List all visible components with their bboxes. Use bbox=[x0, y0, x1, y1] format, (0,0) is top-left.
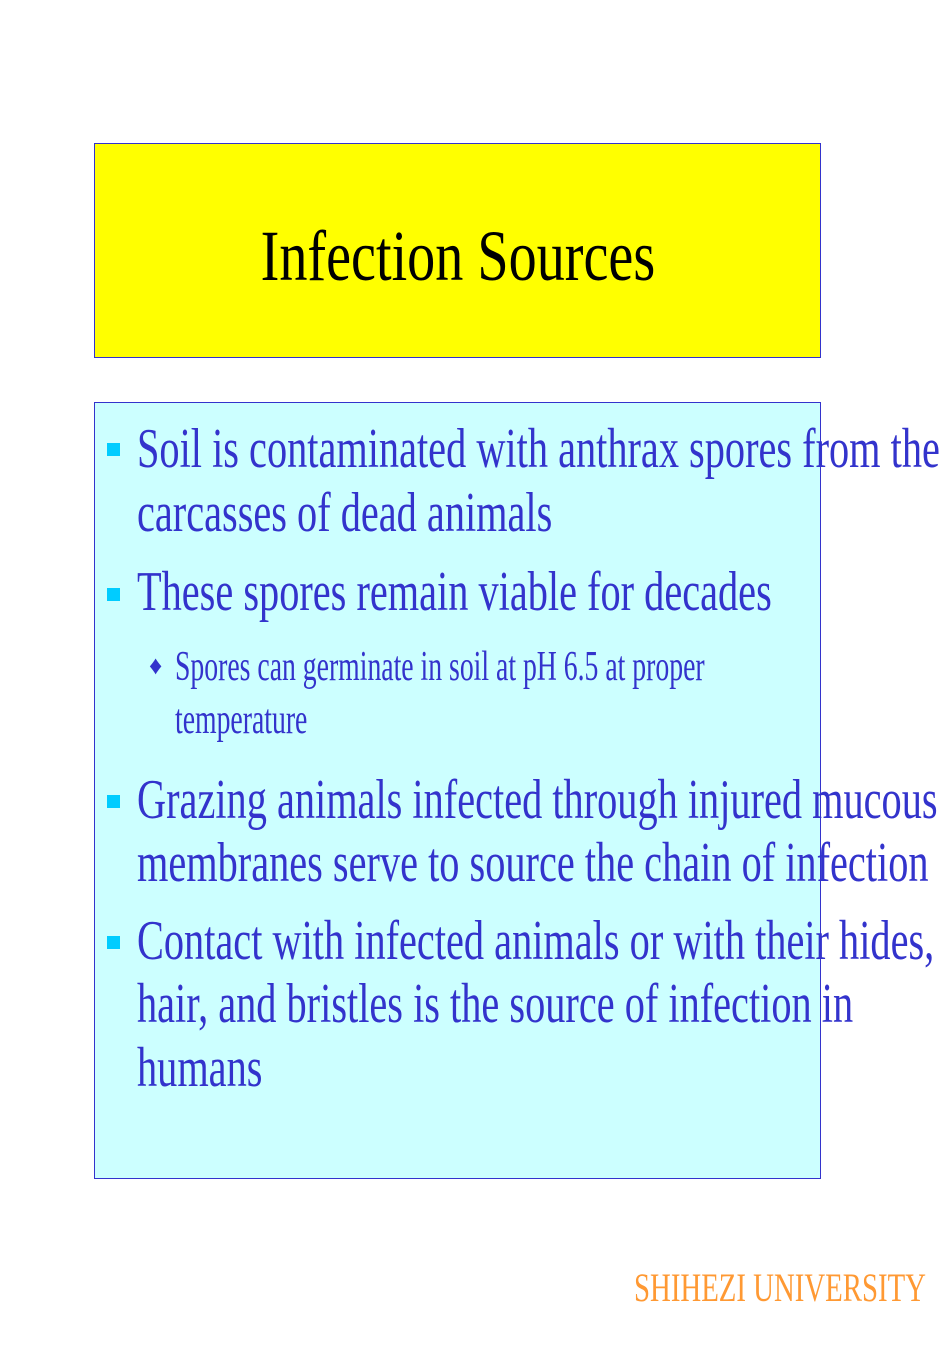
bullet-text-line: Contact with infected animals or with their hides, bbox=[137, 910, 935, 972]
square-bullet-icon bbox=[107, 795, 120, 808]
title-box bbox=[94, 143, 821, 358]
content-box bbox=[94, 402, 940, 1179]
bullet-text-line: humans bbox=[137, 1037, 263, 1099]
sub-bullet-text-line: temperature bbox=[175, 697, 308, 743]
bullet-text-line: membranes serve to source the chain of infection bbox=[137, 832, 929, 894]
sub-bullet-text-line: Spores can germinate in soil at pH 6.5 at proper bbox=[175, 644, 705, 690]
square-bullet-icon bbox=[107, 936, 120, 949]
bullet-text-line: hair, and bristles is the source of infection in bbox=[137, 973, 854, 1035]
bullet-text-line: Grazing animals infected through injured mucous bbox=[137, 769, 938, 831]
square-bullet-icon bbox=[107, 443, 120, 456]
square-bullet-icon bbox=[107, 588, 120, 601]
diamond-bullet-icon: ♦ bbox=[149, 651, 163, 680]
bullet-text-line: These spores remain viable for decades bbox=[137, 561, 772, 623]
bullet-text-line: carcasses of dead animals bbox=[137, 482, 553, 544]
footer-university-name: SHIHEZI UNIVERSITY bbox=[634, 1265, 926, 1310]
bullet-text-line: Soil is contaminated with anthrax spores from the bbox=[137, 418, 940, 480]
slide-title: Infection Sources bbox=[260, 215, 655, 296]
